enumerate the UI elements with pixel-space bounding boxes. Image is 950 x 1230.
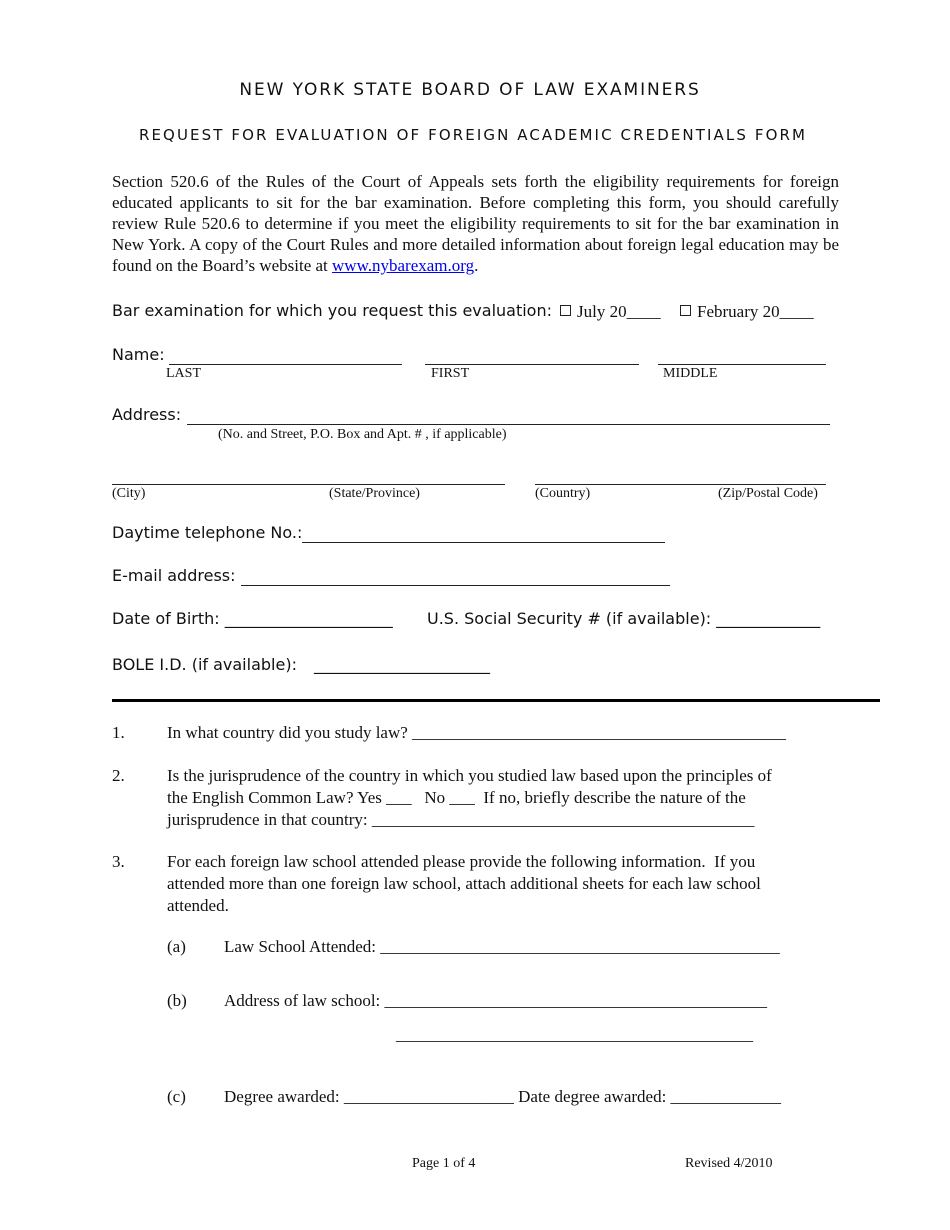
ssn-blank: ): _____________: [699, 609, 821, 628]
form-title: NEW YORK STATE BOARD OF LAW EXAMINERS: [239, 80, 701, 100]
country-zip-field[interactable]: [535, 484, 826, 485]
question-1-text[interactable]: In what country did you study law? ____________________________________________: [167, 723, 787, 742]
first-name-caption: FIRST: [431, 366, 470, 381]
bole-field[interactable]: ______________________: [314, 655, 490, 674]
july-label: July 20____: [577, 302, 661, 321]
intro-text: Section 520.6 of the Rules of the Court of Appeals sets forth the eligibility requirements for foreign educated applicants to sit for the bar examination. Before completing this form, you should carefully review Rule 520.6 to determine if you meet the eligibility requirements to sit for the bar examination in New York. A copy of the Court Rules and more detailed information about foreign legal education may be found on the Board’s website at: [112, 172, 839, 275]
phone-field[interactable]: [302, 542, 665, 543]
february-checkbox[interactable]: [680, 305, 691, 316]
july-option[interactable]: [560, 302, 661, 322]
law-school-address-field[interactable]: Address of law school: _____________________________________________: [224, 991, 768, 1010]
intro-period: .: [474, 256, 479, 275]
question-3-line-1: For each foreign law school attended please provide the following information. If you: [167, 852, 756, 871]
february-option[interactable]: [680, 302, 814, 322]
subitem-c-letter: (c): [167, 1087, 186, 1106]
zip-caption: (Zip/Postal Code): [718, 486, 818, 501]
phone-label: Daytime telephone No.:: [112, 523, 303, 542]
email-field[interactable]: [241, 585, 670, 586]
question-2-line-1: Is the jurisprudence of the country in which you studied law based upon the principles of: [167, 766, 772, 785]
email-label: E-mail address:: [112, 566, 236, 585]
question-2-line-2[interactable]: the English Common Law? Yes ___ No ___ If no, briefly describe the nature of the: [167, 788, 746, 807]
city-caption: (City): [112, 486, 146, 501]
july-checkbox[interactable]: [560, 305, 571, 316]
last-name-caption: LAST: [166, 366, 201, 381]
degree-awarded-field[interactable]: Degree awarded: ____________________ Date degree awarded: _____________: [224, 1087, 782, 1106]
subitem-a-letter: (a): [167, 937, 186, 956]
street-address-caption: (No. and Street, P.O. Box and Apt. # , if applicable): [218, 427, 507, 442]
state-caption: (State/Province): [329, 486, 420, 501]
ssn-label[interactable]: [427, 609, 820, 628]
question-3-line-2: attended more than one foreign law school, attach additional sheets for each law school: [167, 874, 761, 893]
question-2-number: 2.: [112, 766, 125, 785]
question-1-number: 1.: [112, 723, 125, 742]
bole-label: BOLE I.D. (if available):: [112, 655, 297, 674]
city-state-field[interactable]: [112, 484, 505, 485]
address-label: Address:: [112, 405, 182, 424]
intro-paragraph: [112, 171, 839, 276]
subitem-b-letter: (b): [167, 991, 187, 1010]
page-number: Page 1 of 4: [412, 1156, 476, 1171]
question-3-number: 3.: [112, 852, 125, 871]
website-link[interactable]: www.nybarexam.org: [332, 256, 475, 275]
february-label: February 20____: [697, 302, 814, 321]
form-subtitle: REQUEST FOR EVALUATION OF FOREIGN ACADEMIC CREDENTIALS FORM: [138, 126, 808, 144]
street-address-field[interactable]: [187, 424, 830, 425]
section-divider: [112, 699, 880, 702]
question-2-line-3[interactable]: jurisprudence in that country: _____________________________________________: [167, 810, 755, 829]
middle-name-field[interactable]: [658, 364, 826, 365]
middle-name-caption: MIDDLE: [663, 366, 718, 381]
dob-label[interactable]: Date of Birth: _____________________: [112, 609, 393, 628]
exam-label: Bar examination for which you request this evaluation:: [112, 301, 552, 320]
question-3-line-3: attended.: [167, 896, 229, 915]
law-school-attended-field[interactable]: Law School Attended: _______________________________________________: [224, 937, 780, 956]
revision-date: Revised 4/2010: [685, 1156, 773, 1171]
country-caption: (Country): [535, 486, 591, 501]
ssn-label-text: U.S. Social Security # (if available: [427, 609, 700, 628]
last-name-field[interactable]: [169, 364, 402, 365]
first-name-field[interactable]: [425, 364, 639, 365]
name-label: Name:: [112, 345, 165, 364]
law-school-address-line-2[interactable]: __________________________________________: [396, 1025, 753, 1044]
